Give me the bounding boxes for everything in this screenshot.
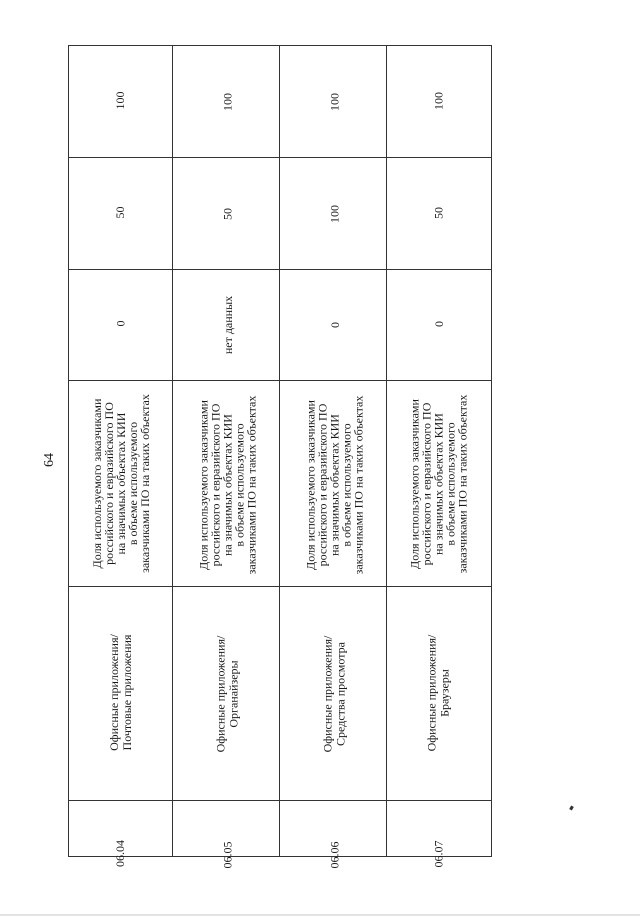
value-start-cell: нет данных [220, 295, 235, 355]
name-cell: Офисные приложения/ Браузеры [424, 634, 452, 752]
page-number: 64 [42, 453, 57, 467]
value-end-cell: 100 [220, 93, 234, 111]
column-divider [69, 800, 491, 801]
value-start-cell: 0 [113, 320, 128, 327]
code-cell: 06.05 [220, 841, 234, 869]
value-mid-cell: 100 [327, 205, 341, 223]
value-mid-cell: 50 [220, 208, 234, 220]
name-cell: Офисные приложения/ Средства просмотра [320, 635, 348, 753]
column-divider [69, 586, 491, 587]
value-end-cell: 100 [327, 93, 341, 111]
name-cell: Офисные приложения/ Почтовые приложения [106, 634, 134, 751]
metric-cell: Доля используемого заказчиками российского и евразийского ПО на значимых объектах КИИ в объеме используемого заказчиками ПО на таких объектах [196, 395, 259, 575]
value-mid-cell: 50 [431, 207, 445, 219]
value-start-cell: 0 [327, 322, 342, 328]
column-divider [69, 380, 491, 381]
code-cell: 06.07 [431, 840, 445, 868]
name-cell: Офисные приложения/ Органайзеры [213, 635, 241, 753]
metric-cell: Доля используемого заказчиками российского и евразийского ПО на значимых объектах КИИ в объеме используемого заказчиками ПО на таких объектах [407, 394, 470, 574]
value-end-cell: 100 [113, 91, 127, 110]
data-table [68, 45, 492, 869]
metric-cell: Доля используемого заказчиками российского и евразийского ПО на значимых объектах КИИ в объеме используемого заказчиками ПО на таких объектах [303, 395, 366, 575]
scan-speck [569, 806, 574, 811]
value-end-cell: 100 [431, 92, 445, 110]
code-cell: 06.04 [113, 840, 127, 867]
code-cell: 06.06 [327, 841, 341, 869]
scan-edge [0, 914, 640, 916]
row-divider [172, 46, 173, 856]
value-mid-cell: 50 [113, 206, 127, 219]
value-start-cell: 0 [431, 321, 446, 327]
metric-cell: Доля используемого заказчиками российского и евразийского ПО на значимых объектах КИИ в объеме используемого заказчиками ПО на таких объектах [89, 394, 152, 573]
